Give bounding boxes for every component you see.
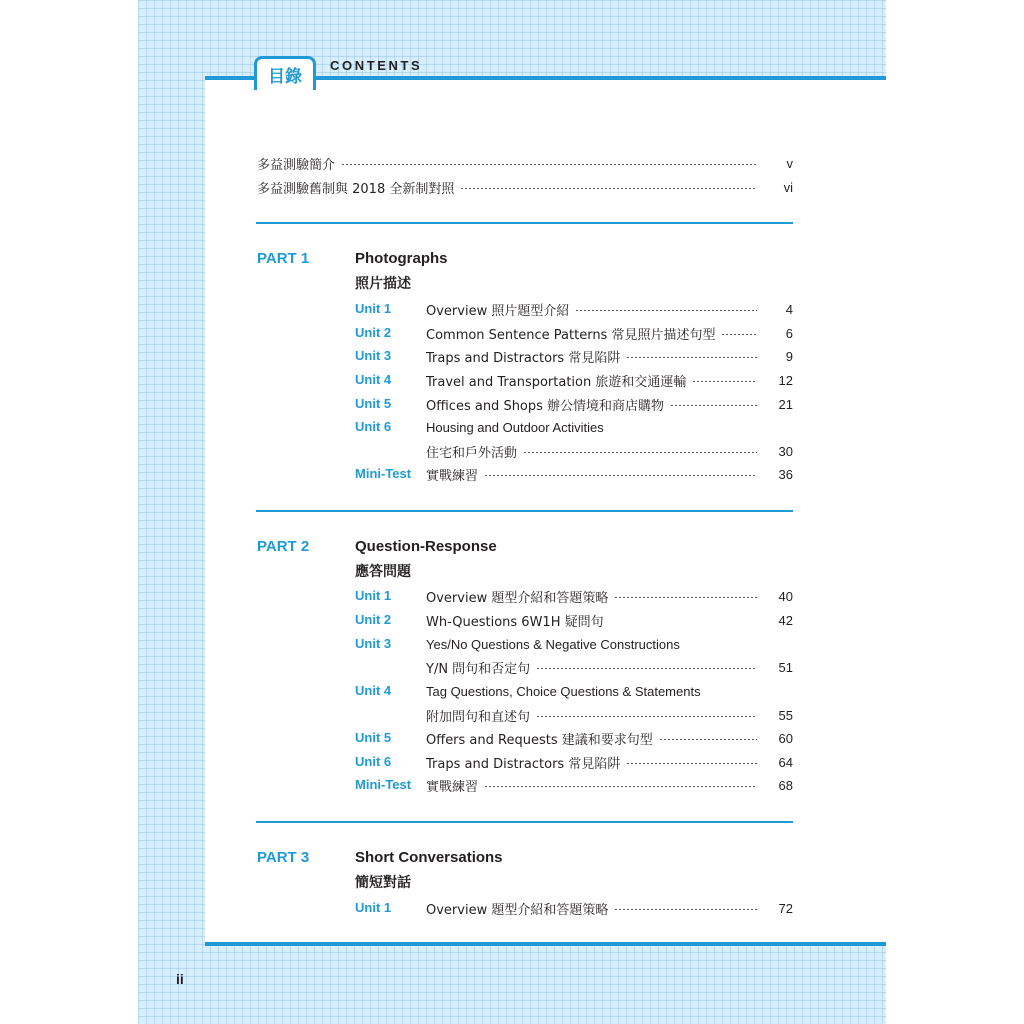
leader-dots [536, 668, 757, 669]
part-3-title-zh: 簡短對話 [355, 875, 411, 891]
leader-dots [484, 475, 757, 476]
part-1-unit-4-label: Unit 4 [355, 372, 392, 387]
section-divider [256, 222, 793, 224]
toc-entry-title: Overview 照片題型介紹 [426, 303, 570, 319]
toc-entry-intro-2[interactable] [257, 176, 793, 198]
leader-dots [626, 763, 757, 764]
toc-entry-title: Offers and Requests 建議和要求句型 [426, 732, 653, 748]
leader-dots [626, 357, 757, 358]
leader-dots [460, 188, 757, 189]
part-2-unit-4-label: Unit 4 [355, 683, 392, 698]
part-1-mini-test-entry[interactable] [426, 463, 793, 485]
leader-dots [536, 716, 757, 717]
part-3-unit-1-label: Unit 1 [355, 900, 392, 915]
part-1-unit-2-label: Unit 2 [355, 325, 392, 340]
toc-entry-title: Wh-Questions 6W1H 疑問句 [426, 614, 604, 630]
part-2-unit-1-label: Unit 1 [355, 588, 392, 603]
part-1-unit-3-entry[interactable] [426, 345, 793, 367]
part-2-unit-2-entry[interactable] [426, 609, 793, 631]
part-1-title-en: Photographs [355, 250, 448, 267]
part-1-unit-2-entry[interactable] [426, 322, 793, 344]
toc-entry-page: 72 [778, 900, 793, 916]
toc-entry-page: 36 [778, 466, 793, 482]
toc-entry-title: 實戰練習 [426, 468, 479, 484]
toc-entry-page: 6 [785, 325, 793, 341]
part-2-unit-6-entry[interactable] [426, 751, 793, 773]
part-2-mini-test-entry[interactable] [426, 774, 793, 796]
part-2-title-en: Question-Response [355, 538, 497, 555]
part-1-unit-6-label: Unit 6 [355, 419, 392, 434]
toc-entry-page: 30 [778, 443, 793, 459]
toc-entry-title: Offices and Shops 辦公情境和商店購物 [426, 398, 665, 414]
part-1-unit-5-label: Unit 5 [355, 396, 392, 411]
toc-entry-title: 住宅和戶外活動 [426, 445, 518, 461]
leader-dots [721, 334, 757, 335]
part-2-unit-4-entry-line2[interactable] [426, 704, 793, 726]
toc-entry-page: 12 [778, 372, 793, 388]
part-2-mini-test-label: Mini-Test [355, 777, 412, 792]
part-1-unit-4-entry[interactable] [426, 369, 793, 391]
toc-entry-title: Traps and Distractors 常見陷阱 [426, 350, 621, 366]
leader-dots [692, 381, 757, 382]
part-1-unit-5-entry[interactable] [426, 393, 793, 415]
toc-entry-page: 42 [778, 612, 793, 628]
part-1-unit-3-label: Unit 3 [355, 348, 392, 363]
part-3-label: PART 3 [257, 849, 310, 866]
section-divider [256, 510, 793, 512]
part-1-title-zh: 照片描述 [355, 276, 411, 292]
toc-entry-page: 4 [785, 301, 793, 317]
leader-dots [341, 164, 757, 165]
footer-rule [205, 942, 886, 946]
part-2-label: PART 2 [257, 538, 310, 555]
toc-entry-page: 40 [778, 588, 793, 604]
contents-tab-label: 目錄 [254, 56, 316, 90]
part-3-title-en: Short Conversations [355, 849, 503, 866]
toc-entry-title: Housing and Outdoor Activities [426, 419, 604, 435]
part-1-unit-1-entry[interactable] [426, 298, 793, 320]
toc-entry-title: 多益測驗簡介 [257, 157, 336, 173]
toc-entry-title: 附加問句和直述句 [426, 709, 531, 725]
part-1-mini-test-label: Mini-Test [355, 466, 412, 481]
toc-entry-page: 21 [778, 396, 793, 412]
part-2-unit-2-label: Unit 2 [355, 612, 392, 627]
toc-entry-intro-1[interactable] [257, 152, 793, 174]
toc-entry-page: v [786, 155, 793, 171]
part-2-unit-6-label: Unit 6 [355, 754, 392, 769]
toc-entry-page: 60 [778, 730, 793, 746]
part-3-unit-1-entry[interactable] [426, 897, 793, 919]
toc-entry-title: Overview 題型介紹和答題策略 [426, 590, 609, 606]
part-2-unit-3-entry-line2[interactable] [426, 656, 793, 678]
leader-dots [659, 739, 757, 740]
part-1-unit-6-entry-line2[interactable] [426, 440, 793, 462]
toc-entry-page: 64 [778, 754, 793, 770]
toc-entry-title: Tag Questions, Choice Questions & Statements [426, 683, 701, 699]
leader-dots [484, 786, 757, 787]
toc-entry-title: Traps and Distractors 常見陷阱 [426, 756, 621, 772]
part-2-unit-5-entry[interactable] [426, 727, 793, 749]
toc-entry-title: Y/N 問句和否定句 [426, 661, 531, 677]
leader-dots [614, 597, 757, 598]
toc-entry-title: Yes/No Questions & Negative Constructions [426, 636, 680, 652]
toc-entry-title: 多益測驗舊制與 2018 全新制對照 [257, 181, 455, 197]
toc-entry-page: 55 [778, 707, 793, 723]
part-2-unit-5-label: Unit 5 [355, 730, 392, 745]
part-2-unit-3-entry-line1[interactable] [426, 633, 793, 655]
toc-entry-page: 9 [785, 348, 793, 364]
toc-entry-title: 實戰練習 [426, 779, 479, 795]
part-1-label: PART 1 [257, 250, 310, 267]
toc-entry-title: Travel and Transportation 旅遊和交通運輸 [426, 374, 687, 390]
toc-entry-title: Overview 題型介紹和答題策略 [426, 902, 609, 918]
part-2-unit-4-entry-line1[interactable] [426, 680, 793, 702]
part-1-unit-6-entry-line1[interactable] [426, 416, 793, 438]
contents-heading: CONTENTS [330, 58, 423, 73]
page-number: ii [176, 971, 184, 987]
toc-entry-page: 51 [778, 659, 793, 675]
toc-entry-page: vi [783, 179, 793, 195]
section-divider [256, 821, 793, 823]
toc-entry-page: 68 [778, 777, 793, 793]
part-2-unit-1-entry[interactable] [426, 585, 793, 607]
part-2-unit-3-label: Unit 3 [355, 636, 392, 651]
part-1-unit-1-label: Unit 1 [355, 301, 392, 316]
leader-dots [614, 909, 757, 910]
part-2-title-zh: 應答問題 [355, 564, 411, 580]
leader-dots [523, 452, 757, 453]
leader-dots [575, 310, 757, 311]
toc-entry-title: Common Sentence Patterns 常見照片描述句型 [426, 327, 716, 343]
leader-dots [670, 405, 757, 406]
